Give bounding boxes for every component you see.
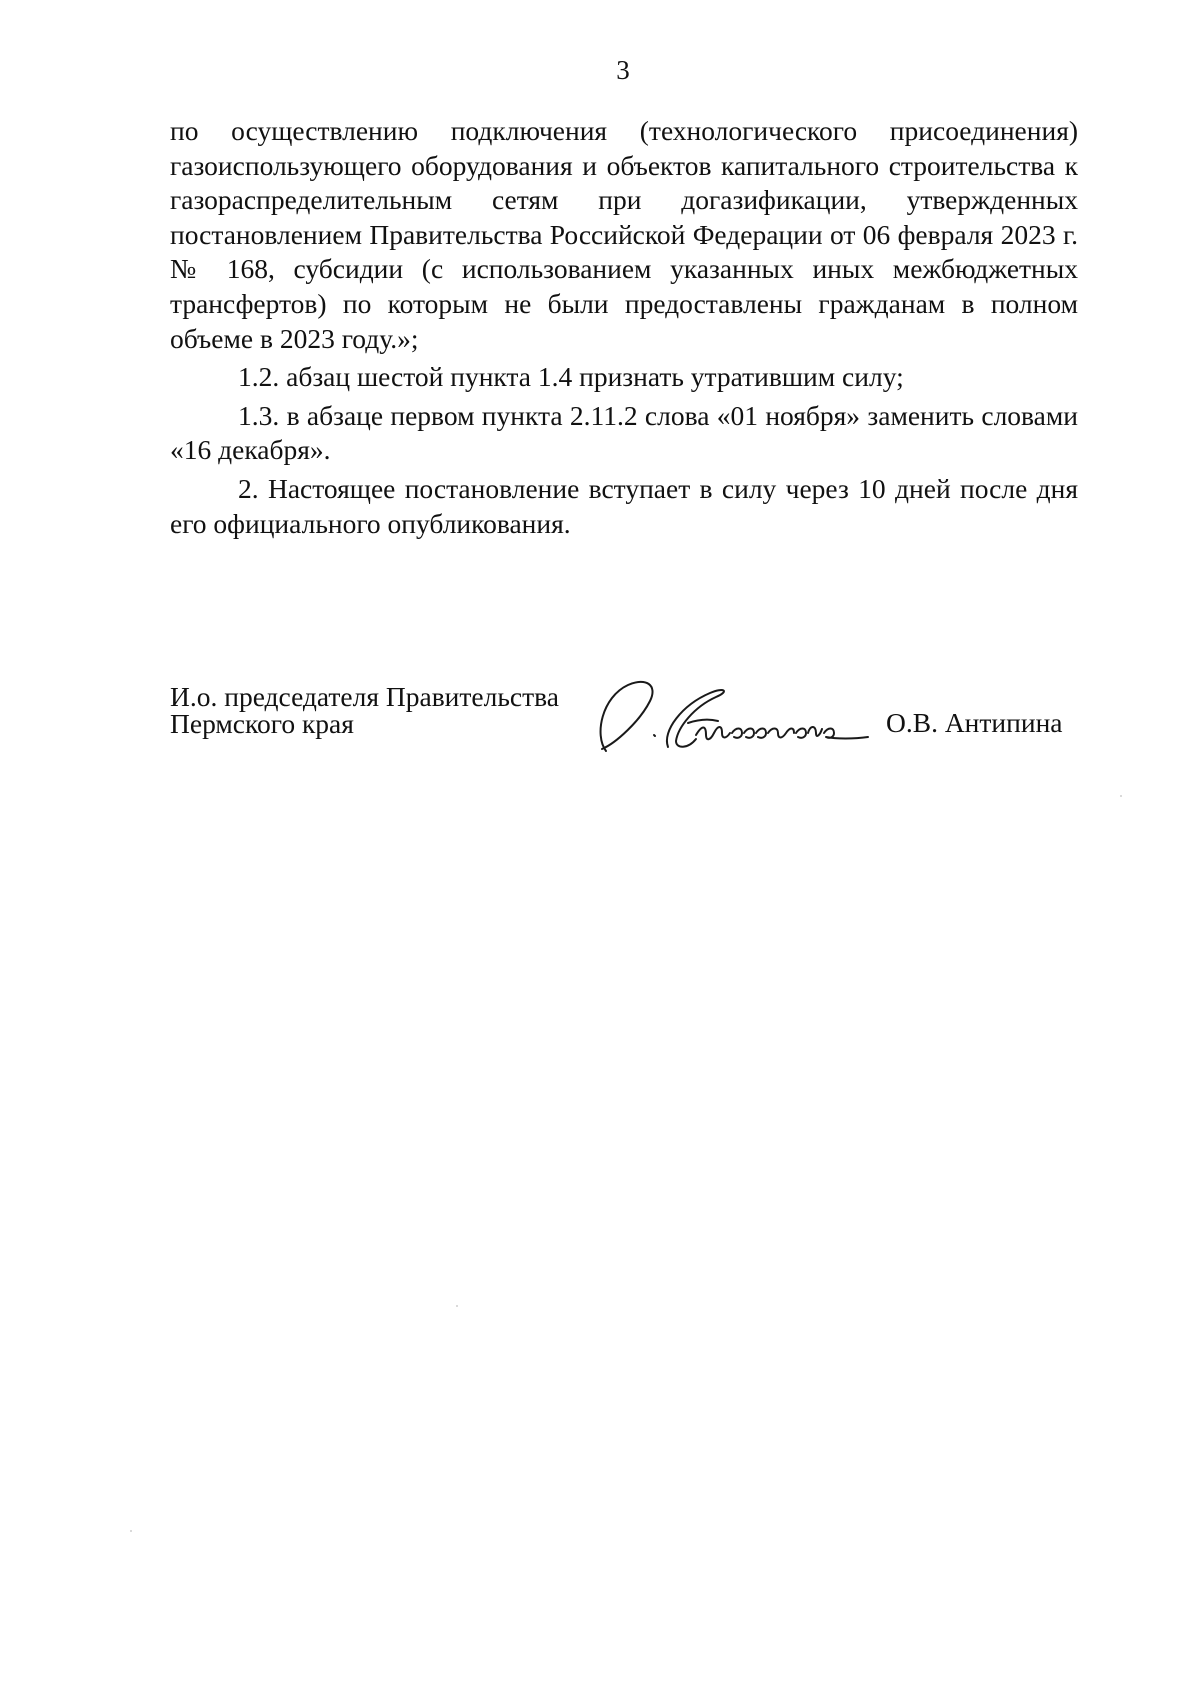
page-number: 3 <box>616 55 630 85</box>
item-1-3: 1.3. в абзаце первом пункта 2.11.2 слова «01 ноября» заменить словами «16 декабря». <box>170 399 1078 466</box>
item-1-2: 1.2. абзац шестой пункта 1.4 признать утратившим силу; <box>238 361 904 393</box>
paragraph-continuation: по осуществлению подключения (технологического присоединения) газоиспользующего оборудования и объектов капитального строительства к газораспределительным сетям при догазификации, утвержденных постановлением Правительства Российской Федерации от 06 февраля 2023 г. № 168, субсидии (с использованием указанных иных межбюджетных трансфертов) по которым не были предоставлены гражданам в полном объеме в 2023 году.»; <box>170 115 1078 354</box>
document-body <box>170 114 1078 541</box>
handwritten-signature <box>592 675 912 755</box>
item-2: 2. Настоящее постановление вступает в силу через 10 дней после дня его официального опубликования. <box>170 472 1078 539</box>
scan-speck <box>456 1305 458 1307</box>
signatory-title-line-1: И.о. председателя Правительства <box>170 681 559 712</box>
signatory-title-line-2: Пермского края <box>170 708 354 739</box>
signatory-title <box>170 683 559 737</box>
scan-speck <box>130 1530 132 1532</box>
scan-speck <box>1120 795 1122 797</box>
signer-name: О.В. Антипина <box>886 707 1063 738</box>
